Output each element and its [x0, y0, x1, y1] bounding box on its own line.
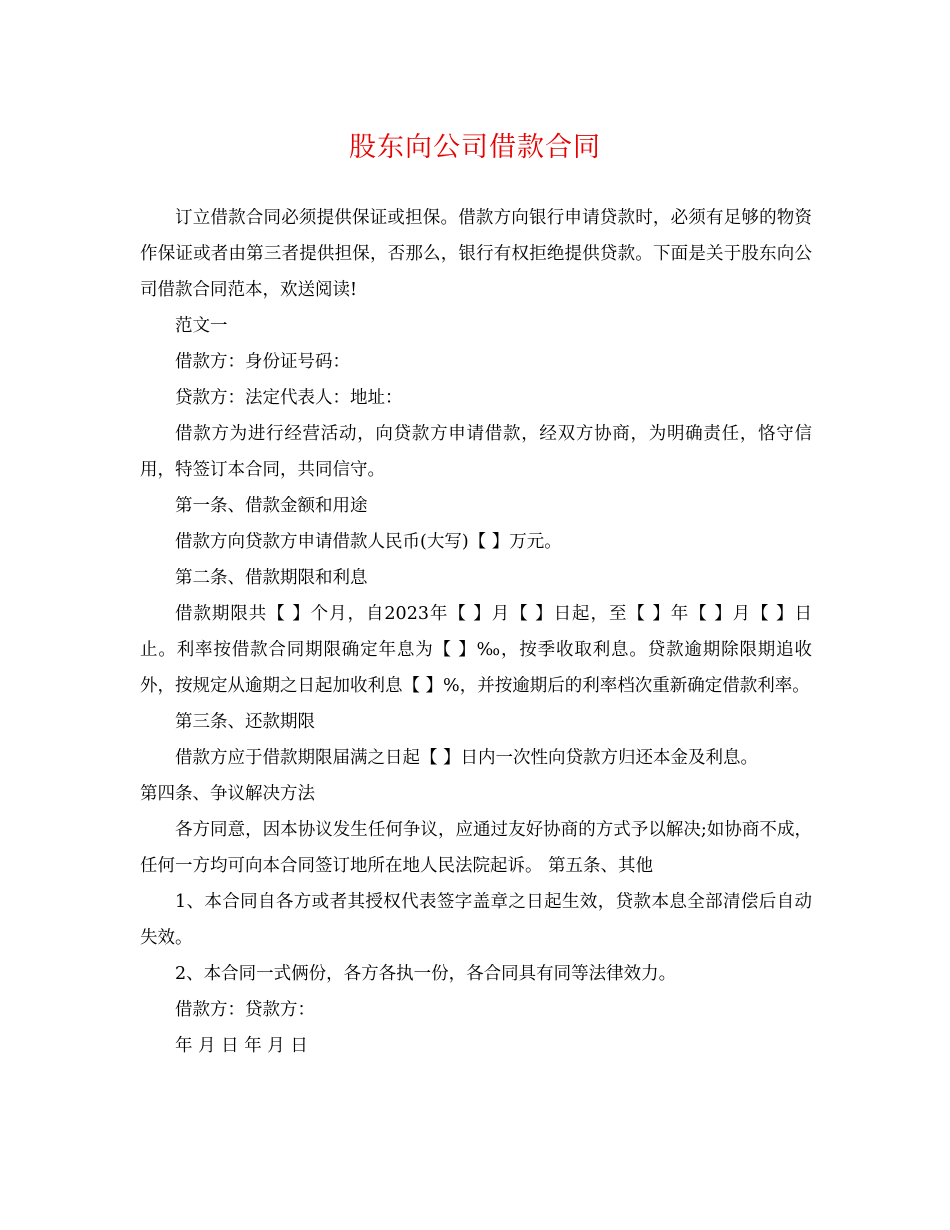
- intro-paragraph: 订立借款合同必须提供保证或担保。借款方向银行申请贷款时，必须有足够的物资作保证或者由第三者提供担保，否那么，银行有权拒绝提供贷款。下面是关于股东向公司借款合同范本，欢送阅读!: [140, 208, 812, 300]
- article-5-item-2: 2、本合同一式俩份，各方各执一份，各合同具有同等法律效力。: [175, 964, 677, 984]
- article-3-heading: 第三条、还款期限: [175, 712, 315, 732]
- article-4-text: 各方同意，因本协议发生任何争议，应通过友好协商的方式予以解决;如协商不成，任何一方均可向本合同签订地所在地人民法院起诉。 第五条、其他: [140, 820, 812, 876]
- borrower-line: 借款方：身份证号码：: [175, 352, 350, 372]
- article-1-text: 借款方向贷款方申请借款人民币(大写)【 】万元。: [175, 532, 562, 552]
- signature-line: 借款方：贷款方：: [175, 1000, 315, 1020]
- document-title: 股东向公司借款合同: [349, 132, 601, 163]
- date-line: 年 月 日 年 月 日: [175, 1036, 308, 1056]
- article-5-item-1: 1、本合同自各方或者其授权代表签字盖章之日起生效，贷款本息全部清偿后自动失效。: [140, 892, 812, 948]
- sample-heading: 范文一: [175, 316, 228, 336]
- lender-line: 贷款方：法定代表人：地址：: [175, 388, 403, 408]
- article-4-heading: 第四条、争议解决方法: [140, 784, 315, 804]
- purpose-paragraph: 借款方为进行经营活动，向贷款方申请借款，经双方协商，为明确责任，恪守信用，特签订本合同，共同信守。: [140, 424, 812, 480]
- document-body: [140, 200, 812, 1064]
- article-3-text: 借款方应于借款期限届满之日起【 】日内一次性向贷款方归还本金及利息。: [175, 748, 759, 768]
- article-2-heading: 第二条、借款期限和利息: [175, 568, 368, 588]
- article-1-heading: 第一条、借款金额和用途: [175, 496, 368, 516]
- article-2-text: 借款期限共【 】个月，自2023年【 】月【 】日起，至【 】年【 】月【 】日止。利率按借款合同期限确定年息为【 】‰，按季收取利息。贷款逾期除限期追收外，按规定从逾期之日起加收利息【 】%，并按逾期后的利率档次重新确定借款利率。: [140, 604, 812, 696]
